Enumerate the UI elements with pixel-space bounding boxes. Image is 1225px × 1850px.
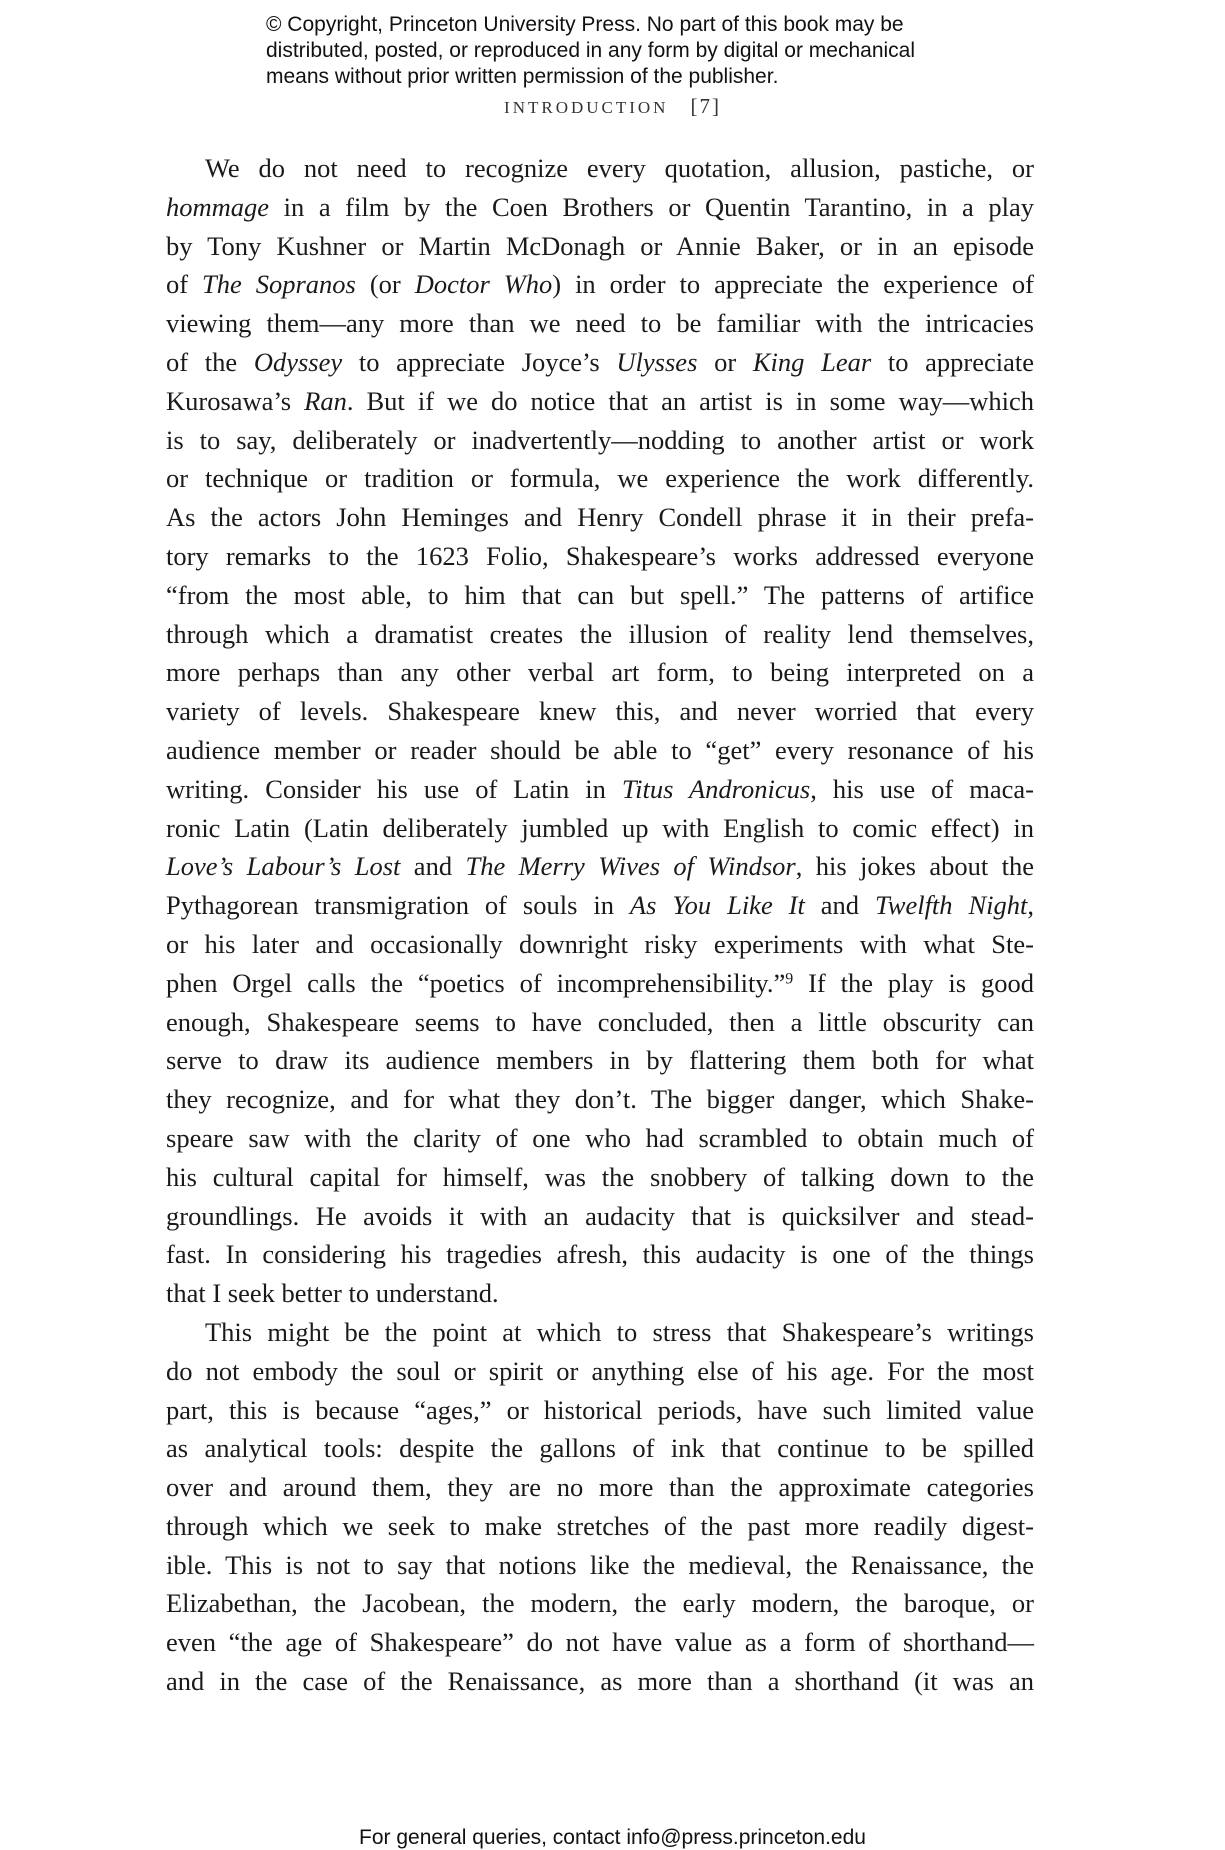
text-line: they recognize, and for what they don’t. The bigger danger, which Shake- <box>166 1084 1034 1115</box>
text-line: do not embody the soul or spirit or anything else of his age. For the most <box>166 1355 1034 1386</box>
text-line: As the actors John Heminges and Henry Condell phrase it in their prefa- <box>166 502 1034 533</box>
italic-title: Twelfth Night <box>875 890 1028 921</box>
text-line: or technique or tradition or formula, we experience the work differently. <box>166 463 1034 494</box>
italic-title: Love’s Labour’s Lost <box>166 851 401 882</box>
text-line: serve to draw its audience members in by flattering them both for what <box>166 1045 1034 1076</box>
italic-term: hommage <box>166 191 270 222</box>
copyright-notice <box>266 12 1026 90</box>
text-line: ible. This is not to say that notions like the medieval, the Renaissance, the <box>166 1549 1034 1580</box>
text-line: Love’s Labour’s Lost and The Merry Wives of Windsor, his jokes about the <box>166 851 1034 882</box>
text-line: as analytical tools: despite the gallons of ink that continue to be spilled <box>166 1433 1034 1464</box>
text-line: or his later and occasionally downright risky experiments with what Ste- <box>166 928 1034 959</box>
text-line: fast. In considering his tragedies afresh, this audacity is one of the things <box>166 1239 1034 1270</box>
italic-title: Ran <box>304 385 347 416</box>
text-line: more perhaps than any other verbal art form, to being interpreted on a <box>166 657 1034 688</box>
text-line: and in the case of the Renaissance, as more than a shorthand (it was an <box>166 1666 1034 1697</box>
italic-title: Ulysses <box>616 346 698 377</box>
text-line: Pythagorean transmigration of souls in As You Like It and Twelfth Night, <box>166 890 1035 921</box>
copyright-line: © Copyright, Princeton University Press. No part of this book may be <box>266 13 904 36</box>
text-line: ronic Latin (Latin deliberately jumbled up with English to comic effect) in <box>166 812 1034 843</box>
text-line: speare saw with the clarity of one who had scrambled to obtain much of <box>166 1122 1034 1153</box>
footnote-marker: 9 <box>785 970 794 987</box>
text-line: through which a dramatist creates the illusion of reality lend themselves, <box>166 618 1034 649</box>
text-line: that I seek better to understand. <box>166 1278 499 1309</box>
footer-contact: For general queries, contact info@press.princeton.edu <box>359 1826 866 1849</box>
text-line: groundlings. He avoids it with an audacity that is quicksilver and stead- <box>166 1200 1034 1231</box>
text-line: writing. Consider his use of Latin in Titus Andronicus, his use of maca- <box>166 773 1034 804</box>
text-line: of the Odyssey to appreciate Joyce’s Ulysses or King Lear to appreciate <box>166 346 1035 377</box>
italic-title: Titus Andronicus <box>621 773 811 804</box>
text-line: through which we seek to make stretches of the past more readily digest- <box>166 1510 1034 1541</box>
text-line: This might be the point at which to stress that Shakespeare’s writings <box>205 1316 1034 1347</box>
page-number: [7] <box>690 94 721 118</box>
text-line: phen Orgel calls the “poetics of incomprehensibility.”$^9$ If the play is good <box>166 967 1034 998</box>
italic-title: The Sopranos <box>202 269 356 300</box>
text-line: audience member or reader should be able to “get” every resonance of his <box>166 734 1034 765</box>
text-line: over and around them, they are no more than the approximate categories <box>166 1472 1034 1503</box>
text-line: “from the most able, to him that can but spell.” The patterns of artifice <box>166 579 1034 610</box>
italic-title: As You Like It <box>629 890 805 921</box>
text-line: viewing them—any more than we need to be familiar with the intricacies <box>166 308 1034 339</box>
text-line: variety of levels. Shakespeare knew this, and never worried that every <box>166 696 1034 727</box>
italic-title: Doctor Who <box>414 269 553 300</box>
body-text <box>166 149 1034 1701</box>
text-line: part, this is because “ages,” or historical periods, have such limited value <box>166 1394 1034 1425</box>
text-line: Kurosawa’s Ran. But if we do notice that an artist is in some way—which <box>166 385 1034 416</box>
running-head <box>0 94 1225 119</box>
text-line: tory remarks to the 1623 Folio, Shakespeare’s works addressed everyone <box>166 540 1034 571</box>
text-line: of The Sopranos (or Doctor Who) in order to appreciate the experience of <box>166 269 1034 300</box>
text-line: is to say, deliberately or inadvertently—nodding to another artist or work <box>166 424 1034 455</box>
text-line: We do not need to recognize every quotation, allusion, pastiche, or <box>205 153 1034 183</box>
text-line: even “the age of Shakespeare” do not have value as a form of shorthand— <box>166 1627 1034 1658</box>
italic-title: King Lear <box>752 346 872 377</box>
copyright-line: distributed, posted, or reproduced in any form by digital or mechanical <box>266 39 916 62</box>
italic-title: The Merry Wives of Windsor <box>465 851 796 882</box>
text-line: his cultural capital for himself, was the snobbery of talking down to the <box>166 1161 1034 1192</box>
italic-title: Odyssey <box>253 346 343 377</box>
text-line: Elizabethan, the Jacobean, the modern, the early modern, the baroque, or <box>166 1588 1034 1619</box>
text-line: enough, Shakespeare seems to have concluded, then a little obscurity can <box>166 1006 1034 1037</box>
text-line: by Tony Kushner or Martin McDonagh or Annie Baker, or in an episode <box>166 230 1034 261</box>
running-head-section: INTRODUCTION <box>504 98 669 117</box>
text-line: hommage in a film by the Coen Brothers or Quentin Tarantino, in a play <box>166 191 1034 222</box>
copyright-line: means without prior written permission of the publisher. <box>266 65 779 88</box>
